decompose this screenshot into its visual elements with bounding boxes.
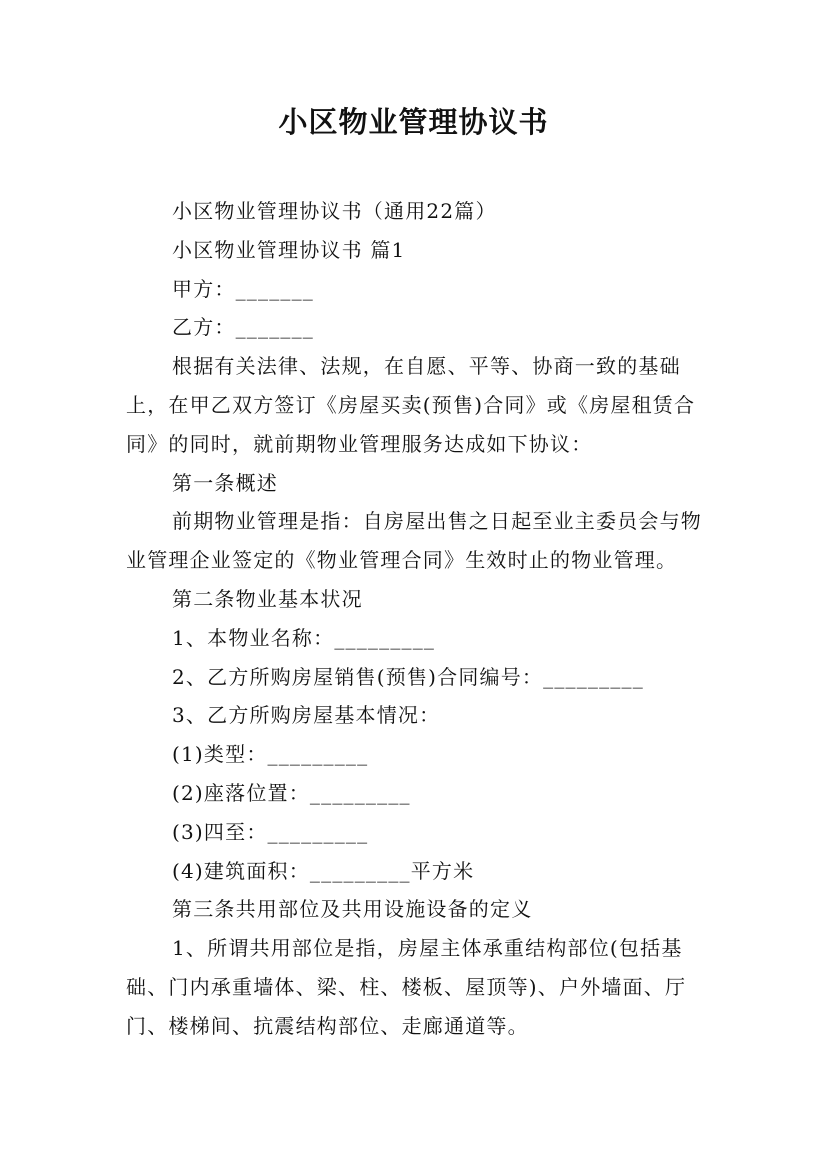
article-2-heading: 第二条物业基本状况 (172, 586, 363, 611)
paragraph-preamble: 根据有关法律、法规，在自愿、平等、协商一致的基础上，在甲乙双方签订《房屋买卖(预售)合同》或《房屋租赁合同》的同时，就前期物业管理服务达成如下协议： (126, 354, 696, 456)
paragraph-heading: 小区物业管理协议书（通用22篇） (172, 199, 497, 223)
article-1-text: 前期物业管理是指：自房屋出售之日起至业主委员会与物业管理企业签定的《物业管理合同》生效时止的物业管理。 (126, 509, 702, 573)
paragraph-chapter: 小区物业管理协议书 篇1 (172, 237, 406, 262)
document-body (126, 192, 706, 1046)
house-area-line: (4)建筑面积：_________平方米 (172, 858, 475, 883)
house-boundary-line: (3)四至：_________ (172, 819, 369, 844)
property-name-line: 1、本物业名称：_________ (172, 625, 436, 650)
party-a-line: 甲方：_______ (172, 276, 314, 301)
article-1-heading: 第一条概述 (172, 470, 278, 495)
house-location-line: (2)座落位置：_________ (172, 780, 411, 805)
party-b-line: 乙方：_______ (172, 315, 314, 340)
article-3-text: 1、所谓共用部位是指，房屋主体承重结构部位(包括基础、门内承重墙体、梁、柱、楼板、屋顶等)、户外墙面、厅门、楼梯间、抗震结构部位、走廊通道等。 (126, 936, 687, 1038)
house-type-line: (1)类型：_________ (172, 742, 369, 767)
contract-number-line: 2、乙方所购房屋销售(预售)合同编号：_________ (172, 664, 644, 689)
document-title: 小区物业管理协议书 (278, 105, 549, 139)
house-info-line: 3、乙方所购房屋基本情况： (172, 703, 441, 728)
article-3-heading: 第三条共用部位及共用设施设备的定义 (172, 897, 533, 922)
